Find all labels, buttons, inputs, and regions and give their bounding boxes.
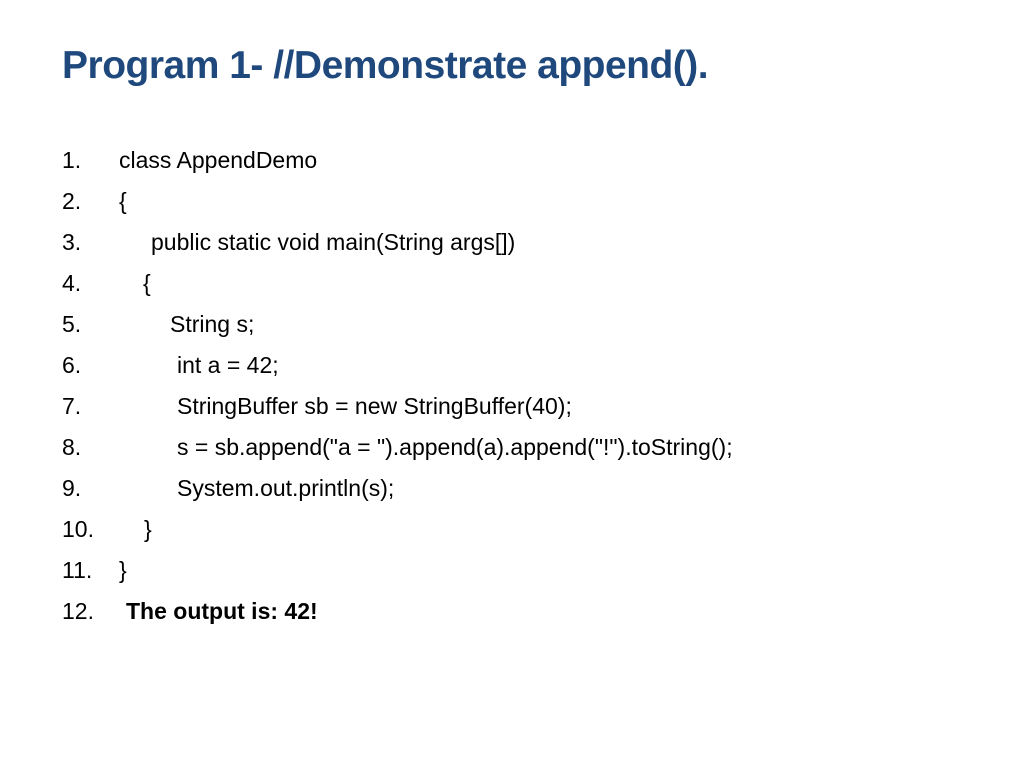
line-number: 2. [62,188,82,214]
code-line [62,347,279,388]
slide-title: Program 1- //Demonstrate append(). [62,44,709,87]
code-text: s = sb.append("a = ").append(a).append("!").toString(); [177,434,733,460]
line-number: 6. [62,352,82,378]
code-text: { [119,188,127,214]
code-line [62,593,318,634]
line-number: 9. [62,475,82,501]
line-number: 7. [62,393,82,419]
code-line [62,470,395,511]
code-line [62,224,516,265]
line-number: 8. [62,434,82,460]
code-text: { [143,270,151,296]
code-line [62,306,255,347]
line-number: 5. [62,311,82,337]
line-number: 4. [62,270,82,296]
line-number: 11. [62,557,93,583]
code-text: System.out.println(s); [177,475,395,501]
code-text: int a = 42; [177,352,279,378]
line-number: 1. [62,147,82,173]
line-number: 10. [62,516,94,542]
line-number: 3. [62,229,82,255]
code-line [62,552,127,593]
code-text: StringBuffer sb = new StringBuffer(40); [177,393,572,419]
code-line [62,265,151,306]
code-text: class AppendDemo [119,147,318,173]
line-number: 12. [62,598,94,624]
code-text: } [144,516,152,542]
code-text: String s; [170,311,255,337]
output-text: The output is: 42! [126,598,318,624]
code-line [62,183,127,224]
code-line [62,511,152,552]
code-line [62,388,572,429]
code-line [62,142,318,183]
code-listing [62,142,733,634]
code-text: } [119,557,127,583]
code-text: public static void main(String args[]) [151,229,516,255]
code-line [62,429,733,470]
